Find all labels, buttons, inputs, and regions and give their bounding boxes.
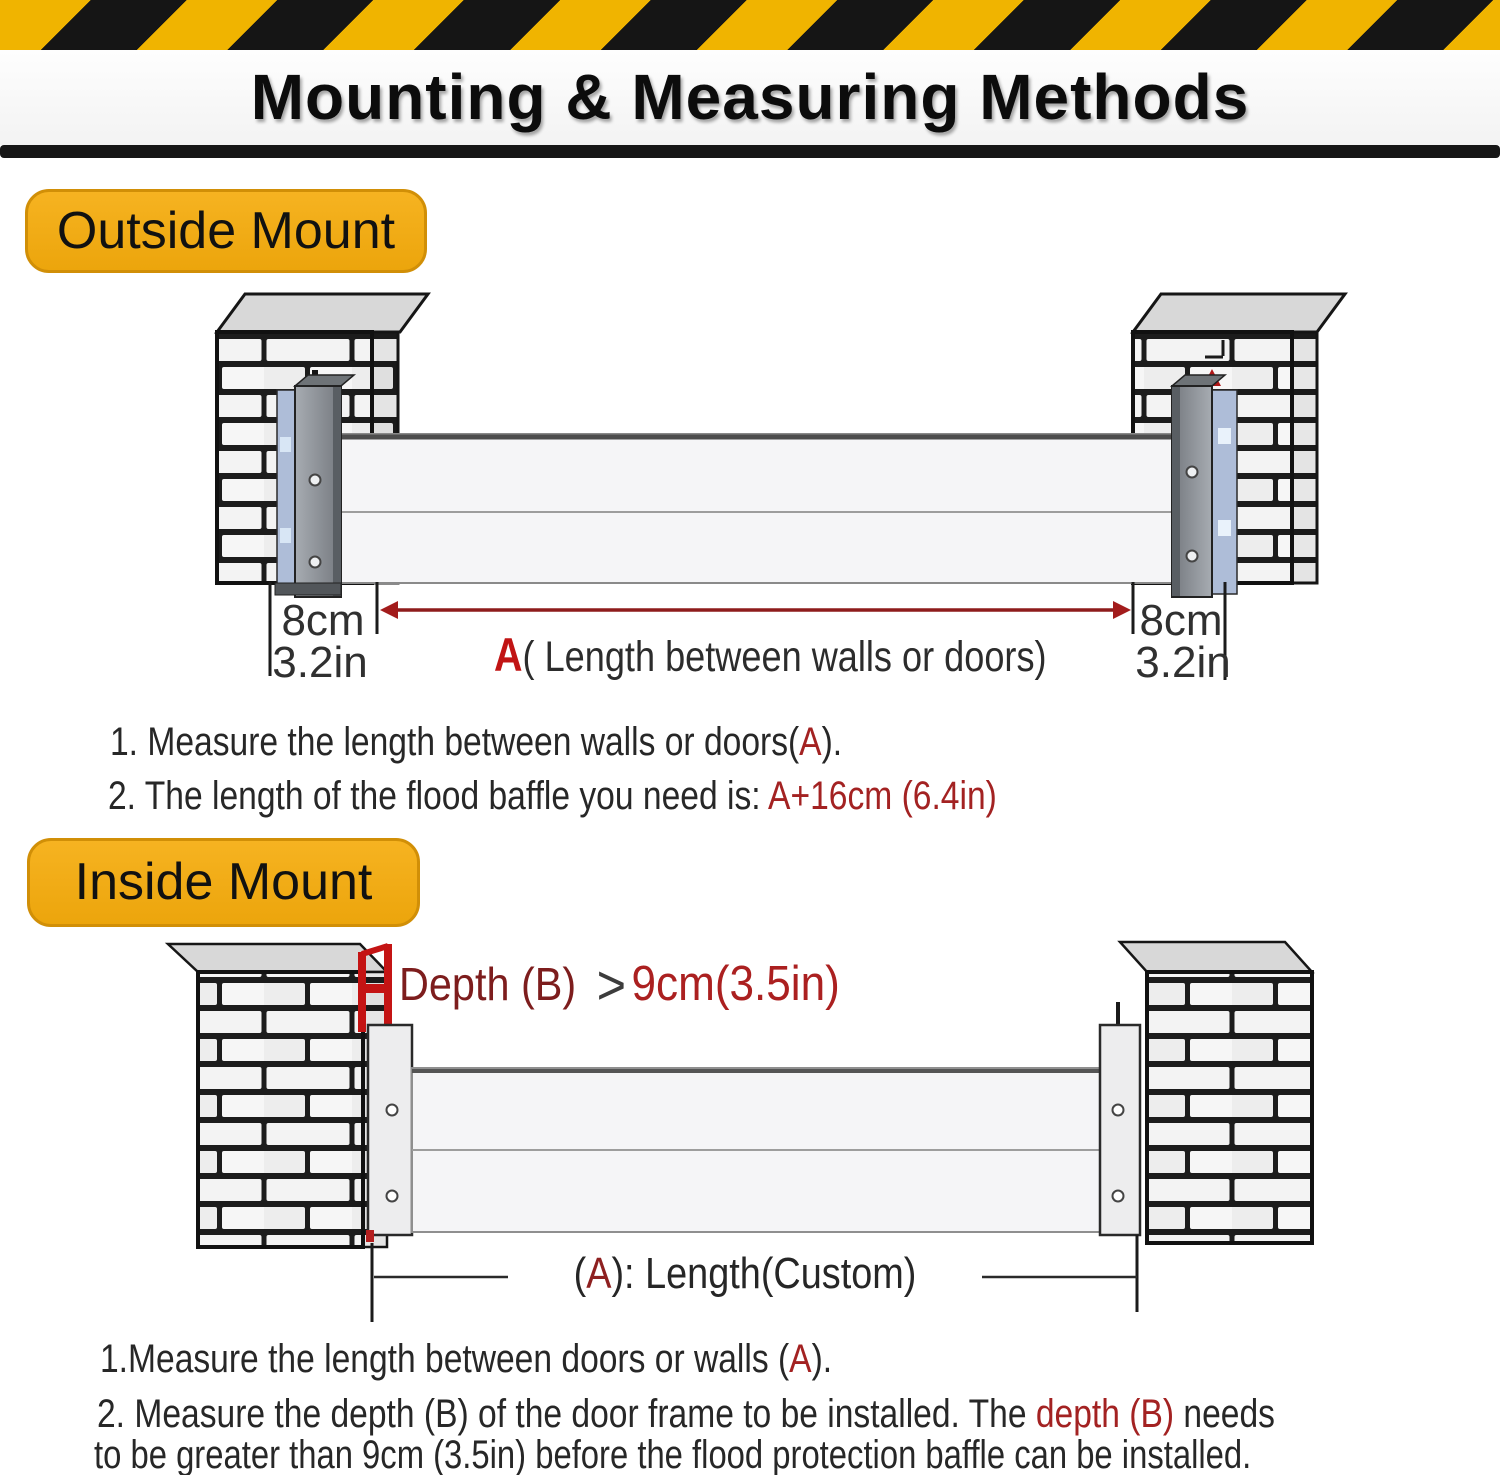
step-text: ). — [811, 1337, 833, 1381]
bracket-edge — [333, 387, 341, 596]
screw-hole — [1187, 551, 1198, 562]
pillar-front-face — [198, 972, 363, 1247]
step-text: 1.Measure the length between doors or walls ( — [100, 1337, 790, 1381]
baffle-board — [338, 434, 1173, 583]
seal-strip — [1212, 390, 1237, 594]
step-red-text: A — [789, 1337, 812, 1381]
flood-baffle-panel — [338, 434, 1173, 583]
rail-foot-mark — [366, 1230, 374, 1242]
screw-hole — [1187, 467, 1198, 478]
bracket-edge — [1172, 387, 1180, 596]
length-label-text: ( — [573, 1249, 587, 1298]
depth-value-text: 9cm(3.5in) — [631, 957, 840, 1011]
screw-hole — [310, 557, 321, 568]
step-red-text: A — [799, 720, 822, 764]
span-a-letter: A — [494, 628, 523, 681]
title-banner — [0, 50, 1500, 145]
screw-hole — [387, 1191, 398, 1202]
inside-mount-badge: Inside Mount — [27, 838, 420, 927]
length-label-a: A — [586, 1249, 612, 1298]
inside-step-1 — [100, 1338, 832, 1381]
screw-hole — [310, 475, 321, 486]
gauge-crossbar — [358, 984, 392, 993]
arrow-head-left — [380, 601, 398, 619]
span-a-text: ( Length between walls or doors) — [522, 633, 1047, 681]
rail-body — [1100, 1025, 1140, 1235]
inside-step-2 — [97, 1393, 1275, 1436]
left-gap-cm-label: 8cm — [281, 596, 365, 645]
outside-step-1 — [110, 721, 842, 764]
length-label-text: ): Length(Custom) — [611, 1249, 917, 1298]
custom-length-label — [545, 1250, 946, 1298]
screw-hole — [1113, 1105, 1124, 1116]
right-gap-cm-label: 8cm — [1139, 596, 1223, 645]
pillar-cap — [217, 294, 428, 332]
hazard-stripe-banner — [0, 0, 1500, 50]
seal-clip — [280, 437, 291, 452]
step-text: 1. Measure the length between walls or doors( — [110, 720, 800, 764]
seal-clip — [280, 528, 291, 543]
right-gap-in-label: 3.2in — [1135, 638, 1231, 687]
span-a-label — [494, 630, 1047, 681]
brick-pillar-left — [168, 944, 387, 1247]
seal-clip — [1218, 520, 1231, 536]
screw-hole — [1113, 1191, 1124, 1202]
left-gap-in-label: 3.2in — [272, 638, 368, 687]
outside-step-2 — [108, 775, 997, 818]
rail-body — [368, 1025, 412, 1235]
step-text: 2. The length of the flood baffle you need is: — [108, 774, 769, 818]
arrow-head-right — [1113, 601, 1131, 619]
depth-requirement-label — [399, 955, 840, 1015]
flood-baffle-panel — [412, 1068, 1102, 1232]
pillar-cap — [1120, 942, 1312, 972]
pillar-front-face — [1147, 972, 1312, 1243]
pillar-cap — [1133, 294, 1345, 332]
step-red-text: A+16cm (6.4in) — [768, 774, 997, 818]
outside-mount-badge: Outside Mount — [25, 189, 427, 273]
title-divider — [0, 145, 1500, 158]
pillar-cap — [168, 944, 387, 972]
page-title: Mounting & Measuring Methods — [250, 61, 1250, 133]
greater-than-sign: > — [596, 953, 627, 1016]
step-text: needs — [1174, 1392, 1275, 1436]
brick-pillar-right — [1120, 942, 1312, 1243]
bracket-foot — [275, 583, 341, 595]
pillar-side-shade — [1292, 332, 1317, 583]
mounting-rail-right — [1100, 1002, 1140, 1235]
seal-strip — [277, 390, 295, 593]
seal-clip — [1218, 428, 1231, 444]
step-text: 2. Measure the depth (B) of the door frame to be installed. The — [97, 1392, 1036, 1436]
step-red-text: depth (B) — [1035, 1392, 1175, 1436]
step-text: ). — [821, 720, 843, 764]
inside-step-2-continued: to be greater than 9cm (3.5in) before the flood protection baffle can be installed. — [94, 1433, 1252, 1475]
depth-label-text: Depth (B) — [399, 958, 588, 1010]
screw-hole — [387, 1105, 398, 1116]
mounting-rail-left — [366, 1025, 412, 1242]
